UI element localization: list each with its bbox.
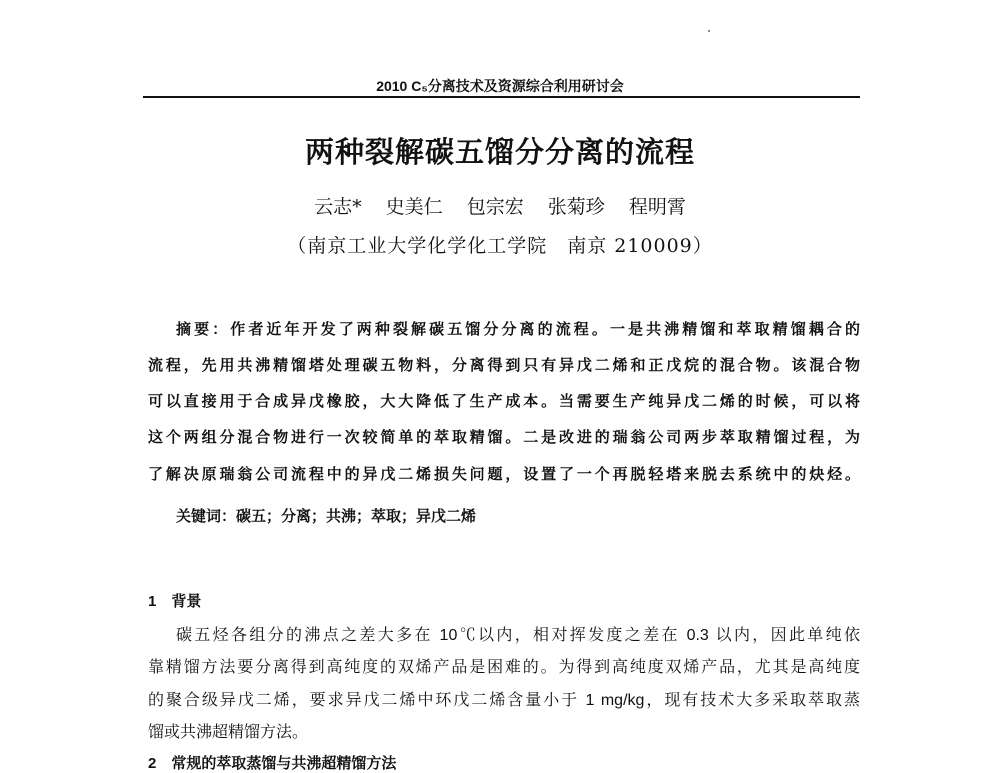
paper-title: 两种裂解碳五馏分分离的流程 <box>304 135 695 169</box>
abstract-line: 摘要：作者近年开发了两种裂解碳五馏分分离的流程。一是共沸精馏和萃取精馏耦合的 <box>176 320 860 338</box>
affiliation: （南京工业大学化学化工学院 南京 210009） <box>287 235 713 257</box>
author: 云志* <box>314 196 362 218</box>
abstract-line: 可以直接用于合成异戊橡胶，大大降低了生产成本。当需要生产纯异戊二烯的时候，可以将 <box>148 392 860 410</box>
author: 包宗宏 <box>466 196 524 218</box>
abstract-line: 流程，先用共沸精馏塔处理碳五物料，分离得到只有异戊二烯和正戊烷的混合物。该混合物 <box>148 356 860 374</box>
author: 史美仁 <box>385 196 443 218</box>
body-line: 馏或共沸超精馏方法。 <box>148 724 309 741</box>
scan-speck <box>708 30 710 32</box>
body-line: 靠精馏方法要分离得到高纯度的双烯产品是困难的。为得到高纯度双烯产品，尤其是高纯度 <box>148 659 860 676</box>
running-header: 2010 C₅分离技术及资源综合利用研讨会 <box>376 78 624 94</box>
keywords: 关键词：碳五；分离；共沸；萃取；异戊二烯 <box>176 507 477 525</box>
author: 程明霄 <box>628 196 686 218</box>
author: 张菊珍 <box>547 196 605 218</box>
section-heading: 2 常规的萃取蒸馏与共沸超精馏方法 <box>148 755 397 772</box>
section-heading: 1 背景 <box>148 593 202 610</box>
abstract-line: 了解决原瑞翁公司流程中的异戊二烯损失问题，设置了一个再脱轻塔来脱去系统中的炔烃。 <box>148 465 860 483</box>
author-list <box>0 192 1000 219</box>
header-rule <box>143 96 860 98</box>
body-line: 碳五烃各组分的沸点之差大多在 10℃以内，相对挥发度之差在 0.3 以内，因此单纯依 <box>176 627 860 644</box>
body-line: 的聚合级异戊二烯，要求异戊二烯中环戊二烯含量小于 1 mg/kg，现有技术大多采取萃取蒸 <box>148 692 860 709</box>
abstract-line: 这个两组分混合物进行一次较简单的萃取精馏。二是改进的瑞翁公司两步萃取精馏过程，为 <box>148 428 860 446</box>
